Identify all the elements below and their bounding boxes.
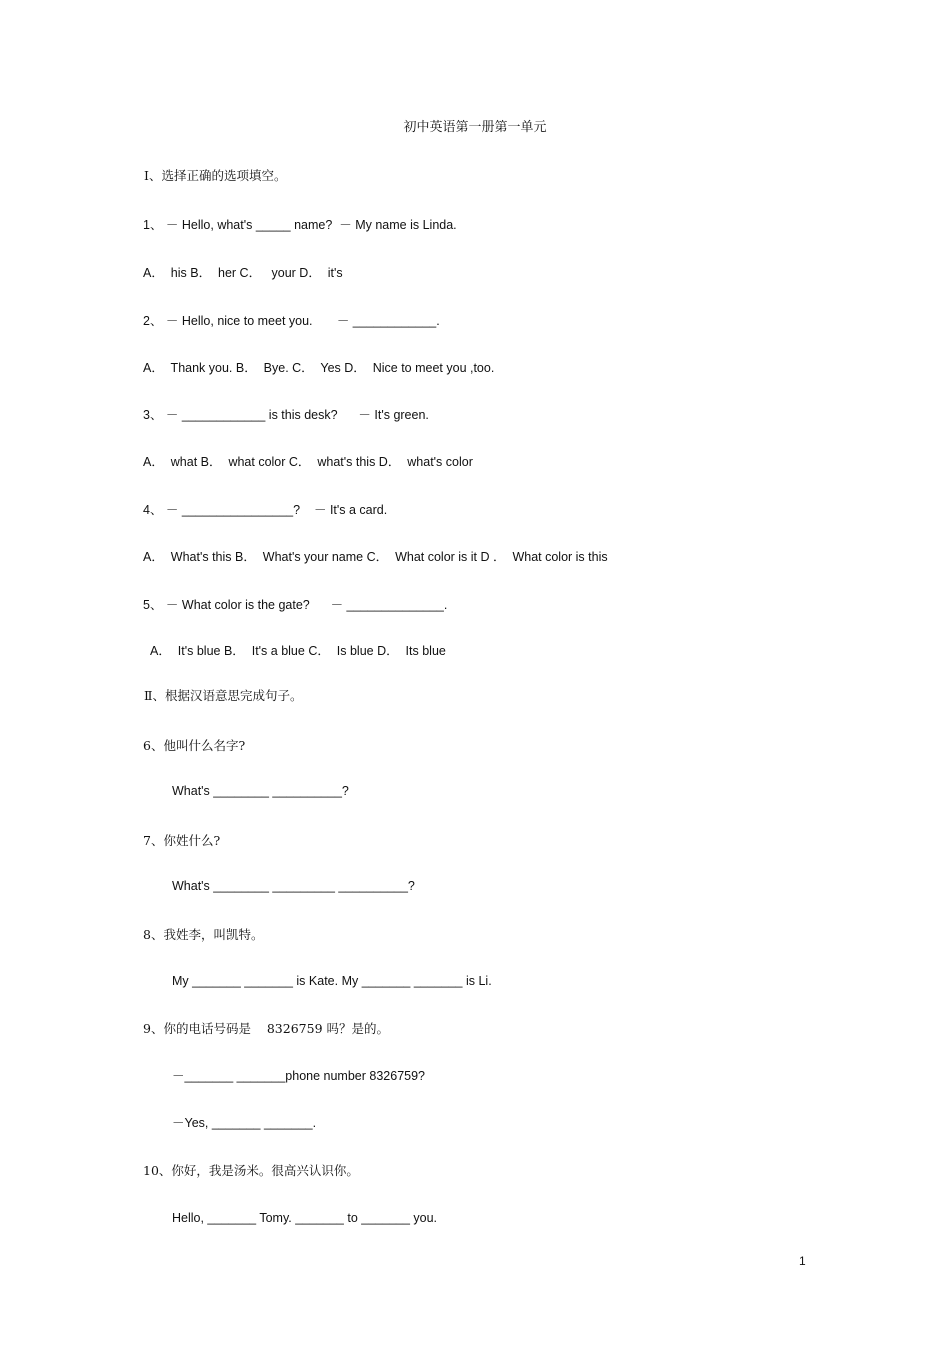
question-2-options: A． Thank you. B． Bye. C． Yes D． Nice to meet you ,too. [143,361,495,375]
question-3-options: A． what B． what color C． what's this D． what's color [143,455,473,469]
page-title: 初中英语第一册第一单元 [403,120,547,135]
question-6-english: What's ________ __________? [172,784,349,798]
page-number: 1 [799,1254,806,1268]
question-9-english-1: －_______ _______phone number 8326759? [172,1069,426,1083]
question-7-chinese: 7、你姓什么? [143,833,221,848]
question-4: 4、 － ________________? － It's a card. [143,503,388,517]
question-3: 3、 － ____________ is this desk? － It's green. [143,408,429,422]
question-7-english: What's ________ _________ __________? [172,879,415,893]
question-1: 1、 － Hello, what's _____ name? － My name is Linda. [143,218,457,232]
section-2-heading: Ⅱ、根据汉语意思完成句子。 [144,688,303,703]
section-1-heading: Ⅰ、选择正确的选项填空。 [144,168,287,183]
question-5-options: A． It's blue B． It's a blue C． Is blue D． Its blue [150,644,446,658]
question-8-chinese: 8、我姓李，叫凯特。 [143,927,264,942]
question-5: 5、 － What color is the gate? － ______________. [143,598,448,612]
question-10-english: Hello, _______ Tomy. _______ to _______ you. [172,1211,438,1225]
question-8-english: My _______ _______ is Kate. My _______ _______ is Li. [172,974,492,988]
question-9-chinese: 9、你的电话号码是 8326759 吗？是的。 [143,1021,389,1036]
question-2: 2、 － Hello, nice to meet you. － ____________. [143,314,440,328]
question-10-chinese: 10、你好，我是汤米。很高兴认识你。 [143,1163,359,1178]
question-9-english-2: －Yes, _______ _______. [172,1116,317,1130]
question-6-chinese: 6、他叫什么名字? [143,738,246,753]
question-1-options: A． his B． her C． your D． it's [143,266,343,280]
question-4-options: A． What's this B． What's your name C． What color is it D ． What color is this [143,550,608,564]
